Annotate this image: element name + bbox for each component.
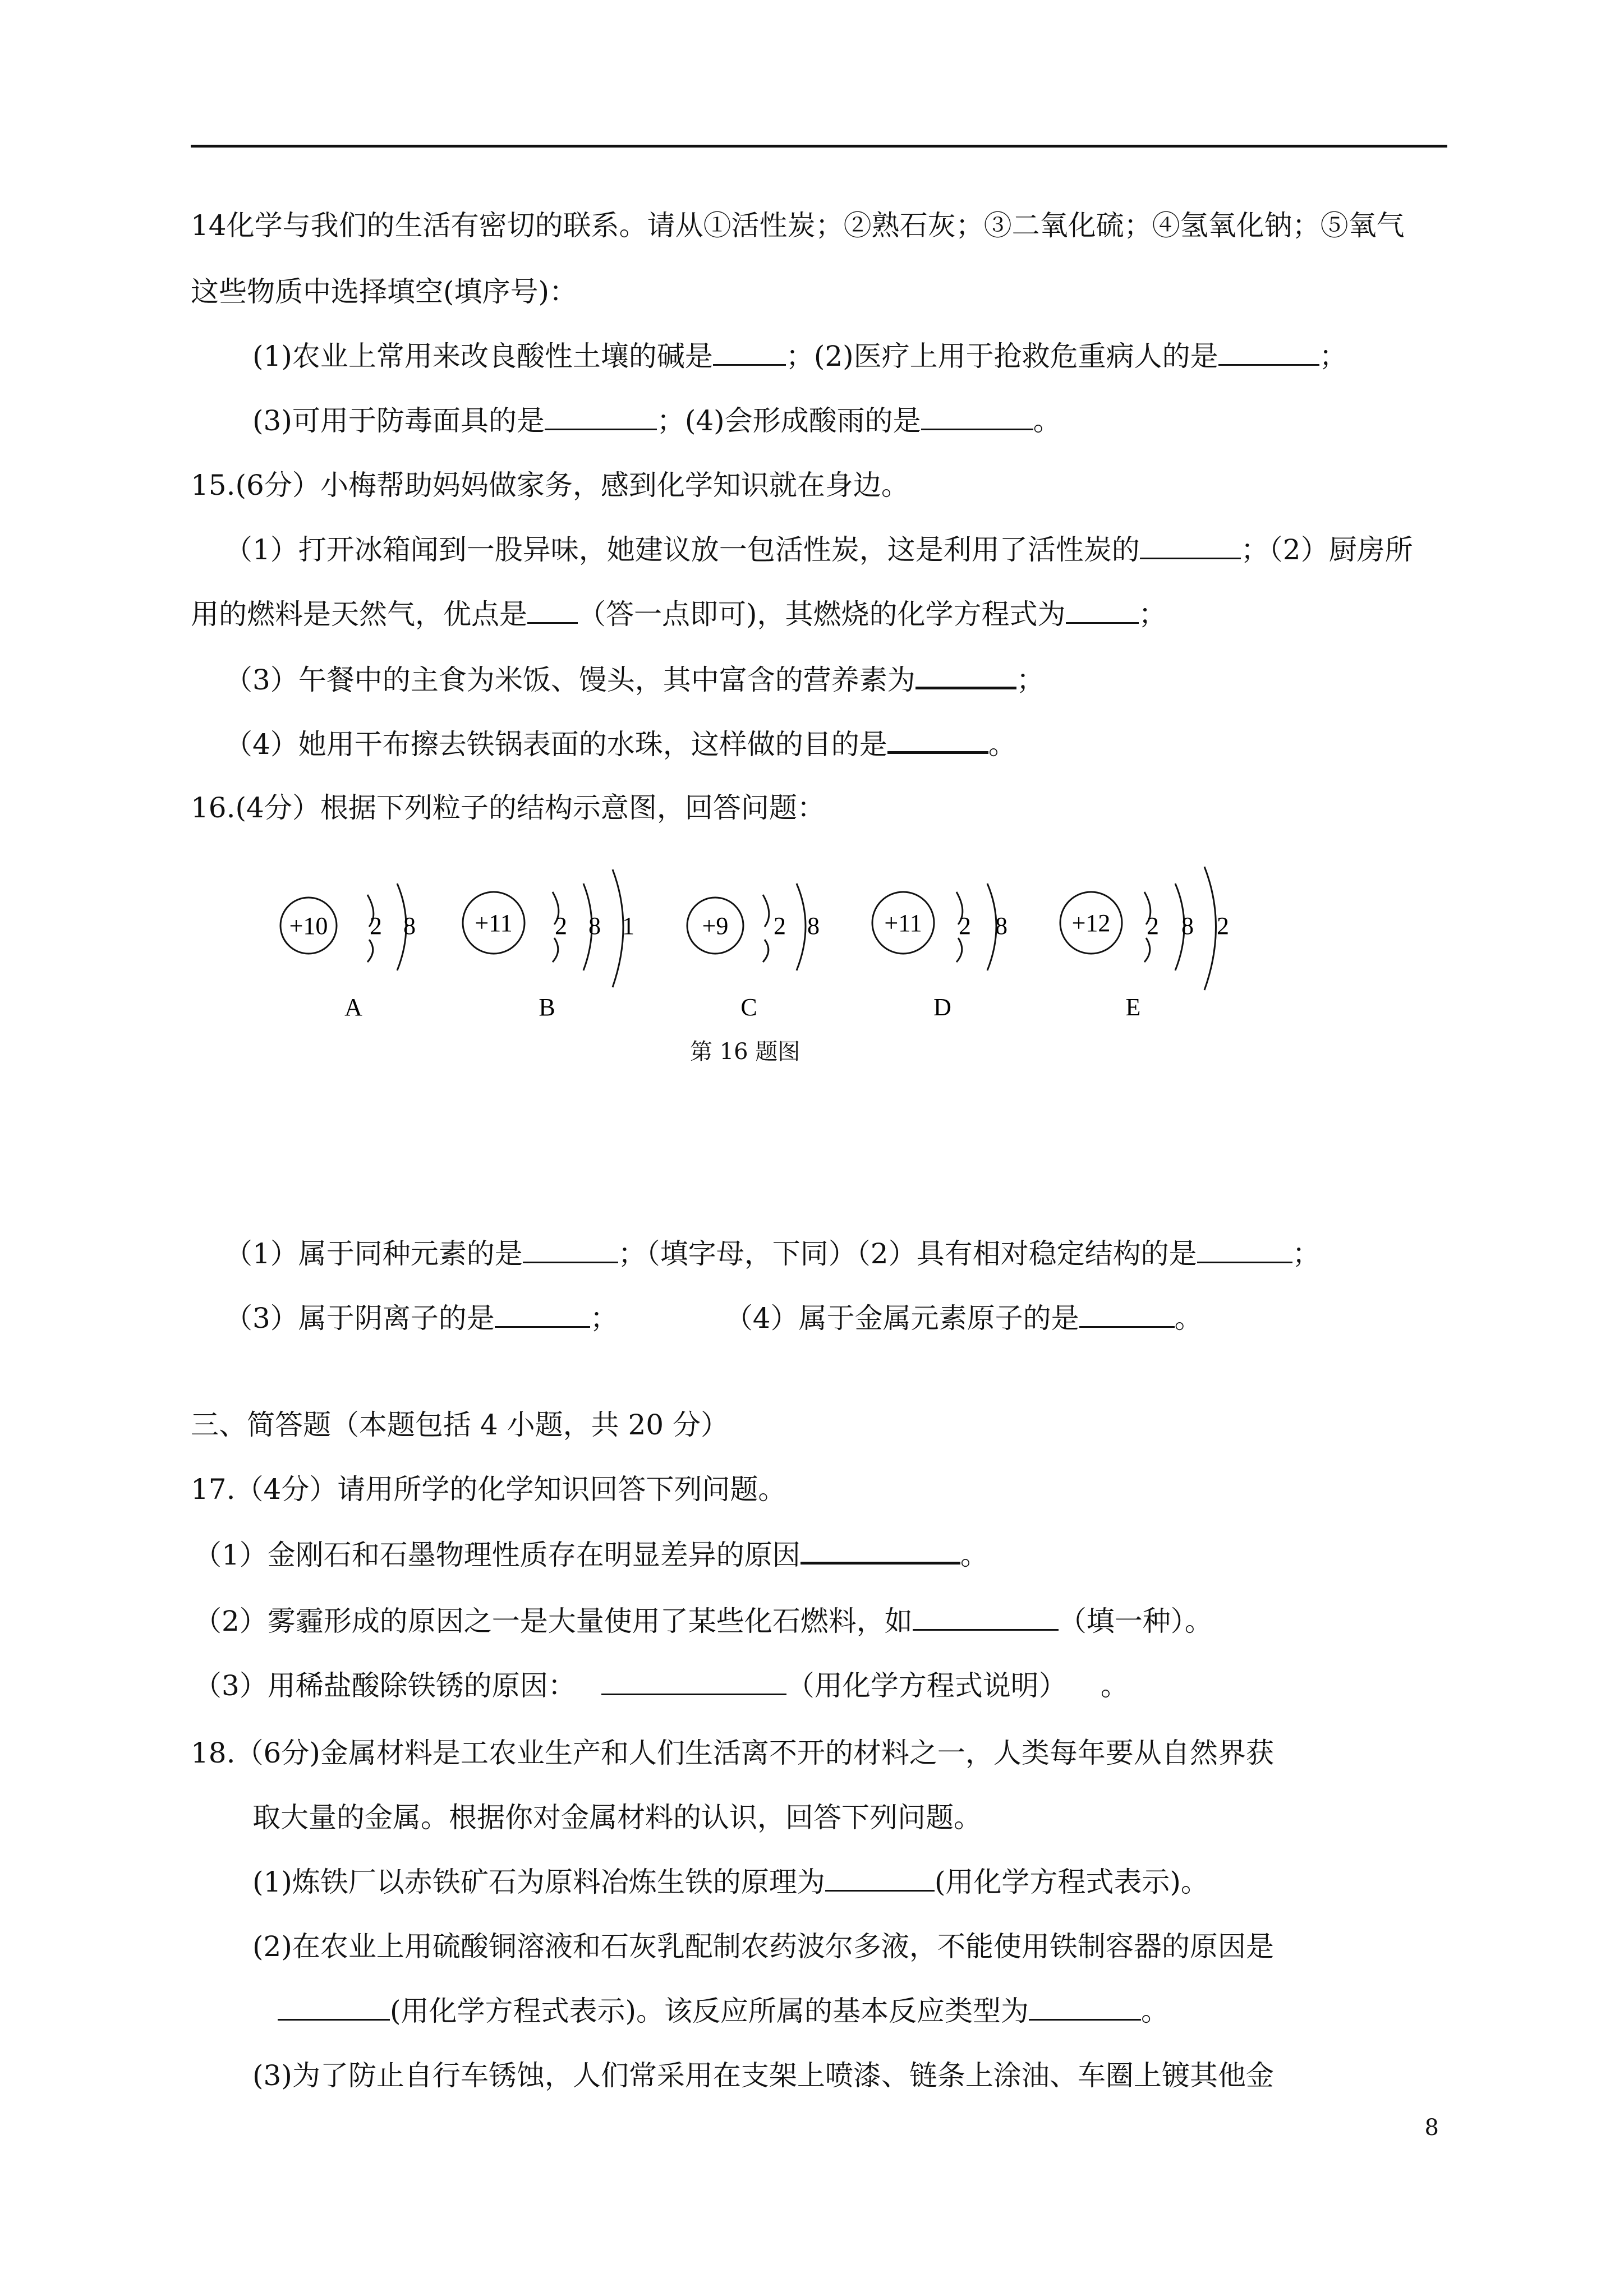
q18-title-line1: 18.（6分)金属材料是工农业生产和人们生活离不开的材料之一，人类每年要从自然界获 [191, 1737, 1274, 1769]
particle-letter: A [344, 993, 362, 1021]
q14-part2: (3)可用于防毒面具的是 ；(4)会形成酸雨的是 。 [252, 404, 1061, 437]
answer-blank[interactable] [1140, 533, 1241, 559]
answer-blank[interactable] [1079, 1301, 1175, 1328]
shell-electrons: 2 [370, 912, 382, 940]
shell-electrons: 2 [774, 912, 786, 940]
q15-line1: （1）打开冰箱闻到一股异味，她建议放一包活性炭，这是利用了活性炭的 ；（2）厨房所 [224, 533, 1413, 566]
q17-line1: （1）金刚石和石墨物理性质存在明显差异的原因 。 [194, 1537, 988, 1572]
particle-A [280, 884, 416, 1021]
answer-blank[interactable] [913, 1604, 1059, 1631]
q18-title-line2: 取大量的金属。根据你对金属材料的认识，回答下列问题。 [252, 1801, 982, 1834]
q18-line4: (3)为了防止自行车锈蚀，人们常采用在支架上喷漆、链条上涂油、车圈上镀其他金 [252, 2059, 1274, 2092]
answer-blank[interactable] [887, 726, 988, 754]
page-number: 8 [1424, 2115, 1439, 2141]
q15-line3: （3）午餐中的主食为米饭、馒头，其中富含的营养素为 ； [224, 662, 1045, 697]
q17-title: 17.（4分）请用所学的化学知识回答下列问题。 [191, 1473, 786, 1506]
nucleus-charge: +9 [702, 912, 729, 940]
answer-blank[interactable] [713, 339, 786, 366]
q16-title: 16.(4分）根据下列粒子的结构示意图，回答问题： [191, 792, 825, 824]
shell-electrons: 2 [1147, 912, 1159, 940]
section3-title: 三、简答题（本题包括 4 小题，共 20 分） [191, 1409, 729, 1441]
shell-electrons: 8 [995, 912, 1007, 940]
answer-blank[interactable] [495, 1301, 590, 1328]
answer-blank[interactable] [278, 1994, 390, 2021]
particle-letter: E [1125, 993, 1141, 1021]
nucleus-charge: +11 [475, 909, 513, 937]
answer-blank[interactable] [801, 1537, 960, 1565]
particle-C [687, 884, 820, 1021]
nucleus-charge: +10 [289, 912, 328, 940]
q18-line1: (1)炼铁厂以赤铁矿石为原料冶炼生铁的原理为 (用化学方程式表示)。 [252, 1866, 1209, 1898]
particle-letter: B [539, 993, 555, 1021]
shell-electrons: 8 [403, 912, 416, 940]
q15-title: 15.(6分）小梅帮助妈妈做家务，感到化学知识就在身边。 [191, 469, 909, 501]
particle-E [1060, 867, 1229, 1021]
q16-line2: （3）属于阴离子的是 ； （4）属于金属元素原子的是 。 [224, 1302, 1203, 1335]
q18-line3: (用化学方程式表示)。该反应所属的基本反应类型为 。 [278, 1994, 1169, 2028]
answer-blank[interactable] [545, 404, 657, 430]
particle-B [463, 869, 634, 1021]
q16-line1: （1）属于同种元素的是 ；（填字母，下同）（2）具有相对稳定结构的是 ； [224, 1237, 1321, 1270]
answer-blank[interactable] [1197, 1237, 1292, 1263]
answer-blank[interactable] [1218, 339, 1319, 366]
particle-letter: C [740, 993, 757, 1021]
answer-blank[interactable] [601, 1669, 786, 1695]
answer-blank[interactable] [523, 1237, 618, 1263]
particle-D [872, 884, 1007, 1021]
answer-blank[interactable] [825, 1865, 935, 1892]
shell-electrons: 8 [1181, 912, 1194, 940]
q14-intro-line2: 这些物质中选择填空(填序号)： [191, 275, 578, 308]
nucleus-charge: +12 [1071, 909, 1111, 937]
q15-line4: （4）她用干布擦去铁锅表面的水珠，这样做的目的是 。 [224, 726, 1016, 761]
shell-electrons: 2 [1217, 912, 1229, 940]
answer-blank[interactable] [1066, 597, 1139, 624]
answer-blank[interactable] [527, 597, 578, 624]
shell-electrons: 1 [622, 912, 634, 940]
q14-intro-line1: 14化学与我们的生活有密切的联系。请从①活性炭；②熟石灰；③二氧化硫；④氢氧化钠；⑤氧气 [191, 209, 1405, 242]
q14-part1: (1)农业上常用来改良酸性土壤的碱是 ；(2)医疗上用于抢救危重病人的是 ； [252, 340, 1347, 372]
particle-letter: D [933, 993, 951, 1021]
shell-electrons: 8 [807, 912, 820, 940]
shell-electrons: 2 [555, 912, 567, 940]
header-rule [191, 145, 1447, 148]
q17-line2: （2）雾霾形成的原因之一是大量使用了某些化石燃料，如 （填一种）。 [194, 1605, 1213, 1637]
answer-blank[interactable] [915, 662, 1016, 689]
figure-caption: 第 16 题图 [690, 1039, 801, 1065]
nucleus-charge: +11 [884, 909, 922, 937]
particle-structure-figure [269, 830, 1279, 1055]
shell-electrons: 8 [588, 912, 601, 940]
answer-blank[interactable] [921, 404, 1033, 430]
q17-line3: （3）用稀盐酸除铁锈的原因： （用化学方程式说明） 。 [194, 1669, 1129, 1702]
q15-line2: 用的燃料是天然气，优点是 （答一点即可)，其燃烧的化学方程式为 ； [191, 598, 1167, 631]
shell-electrons: 2 [959, 912, 971, 940]
answer-blank[interactable] [1029, 1994, 1141, 2021]
q18-line2: (2)在农业上用硫酸铜溶液和石灰乳配制农药波尔多液，不能使用铁制容器的原因是 [252, 1930, 1274, 1963]
